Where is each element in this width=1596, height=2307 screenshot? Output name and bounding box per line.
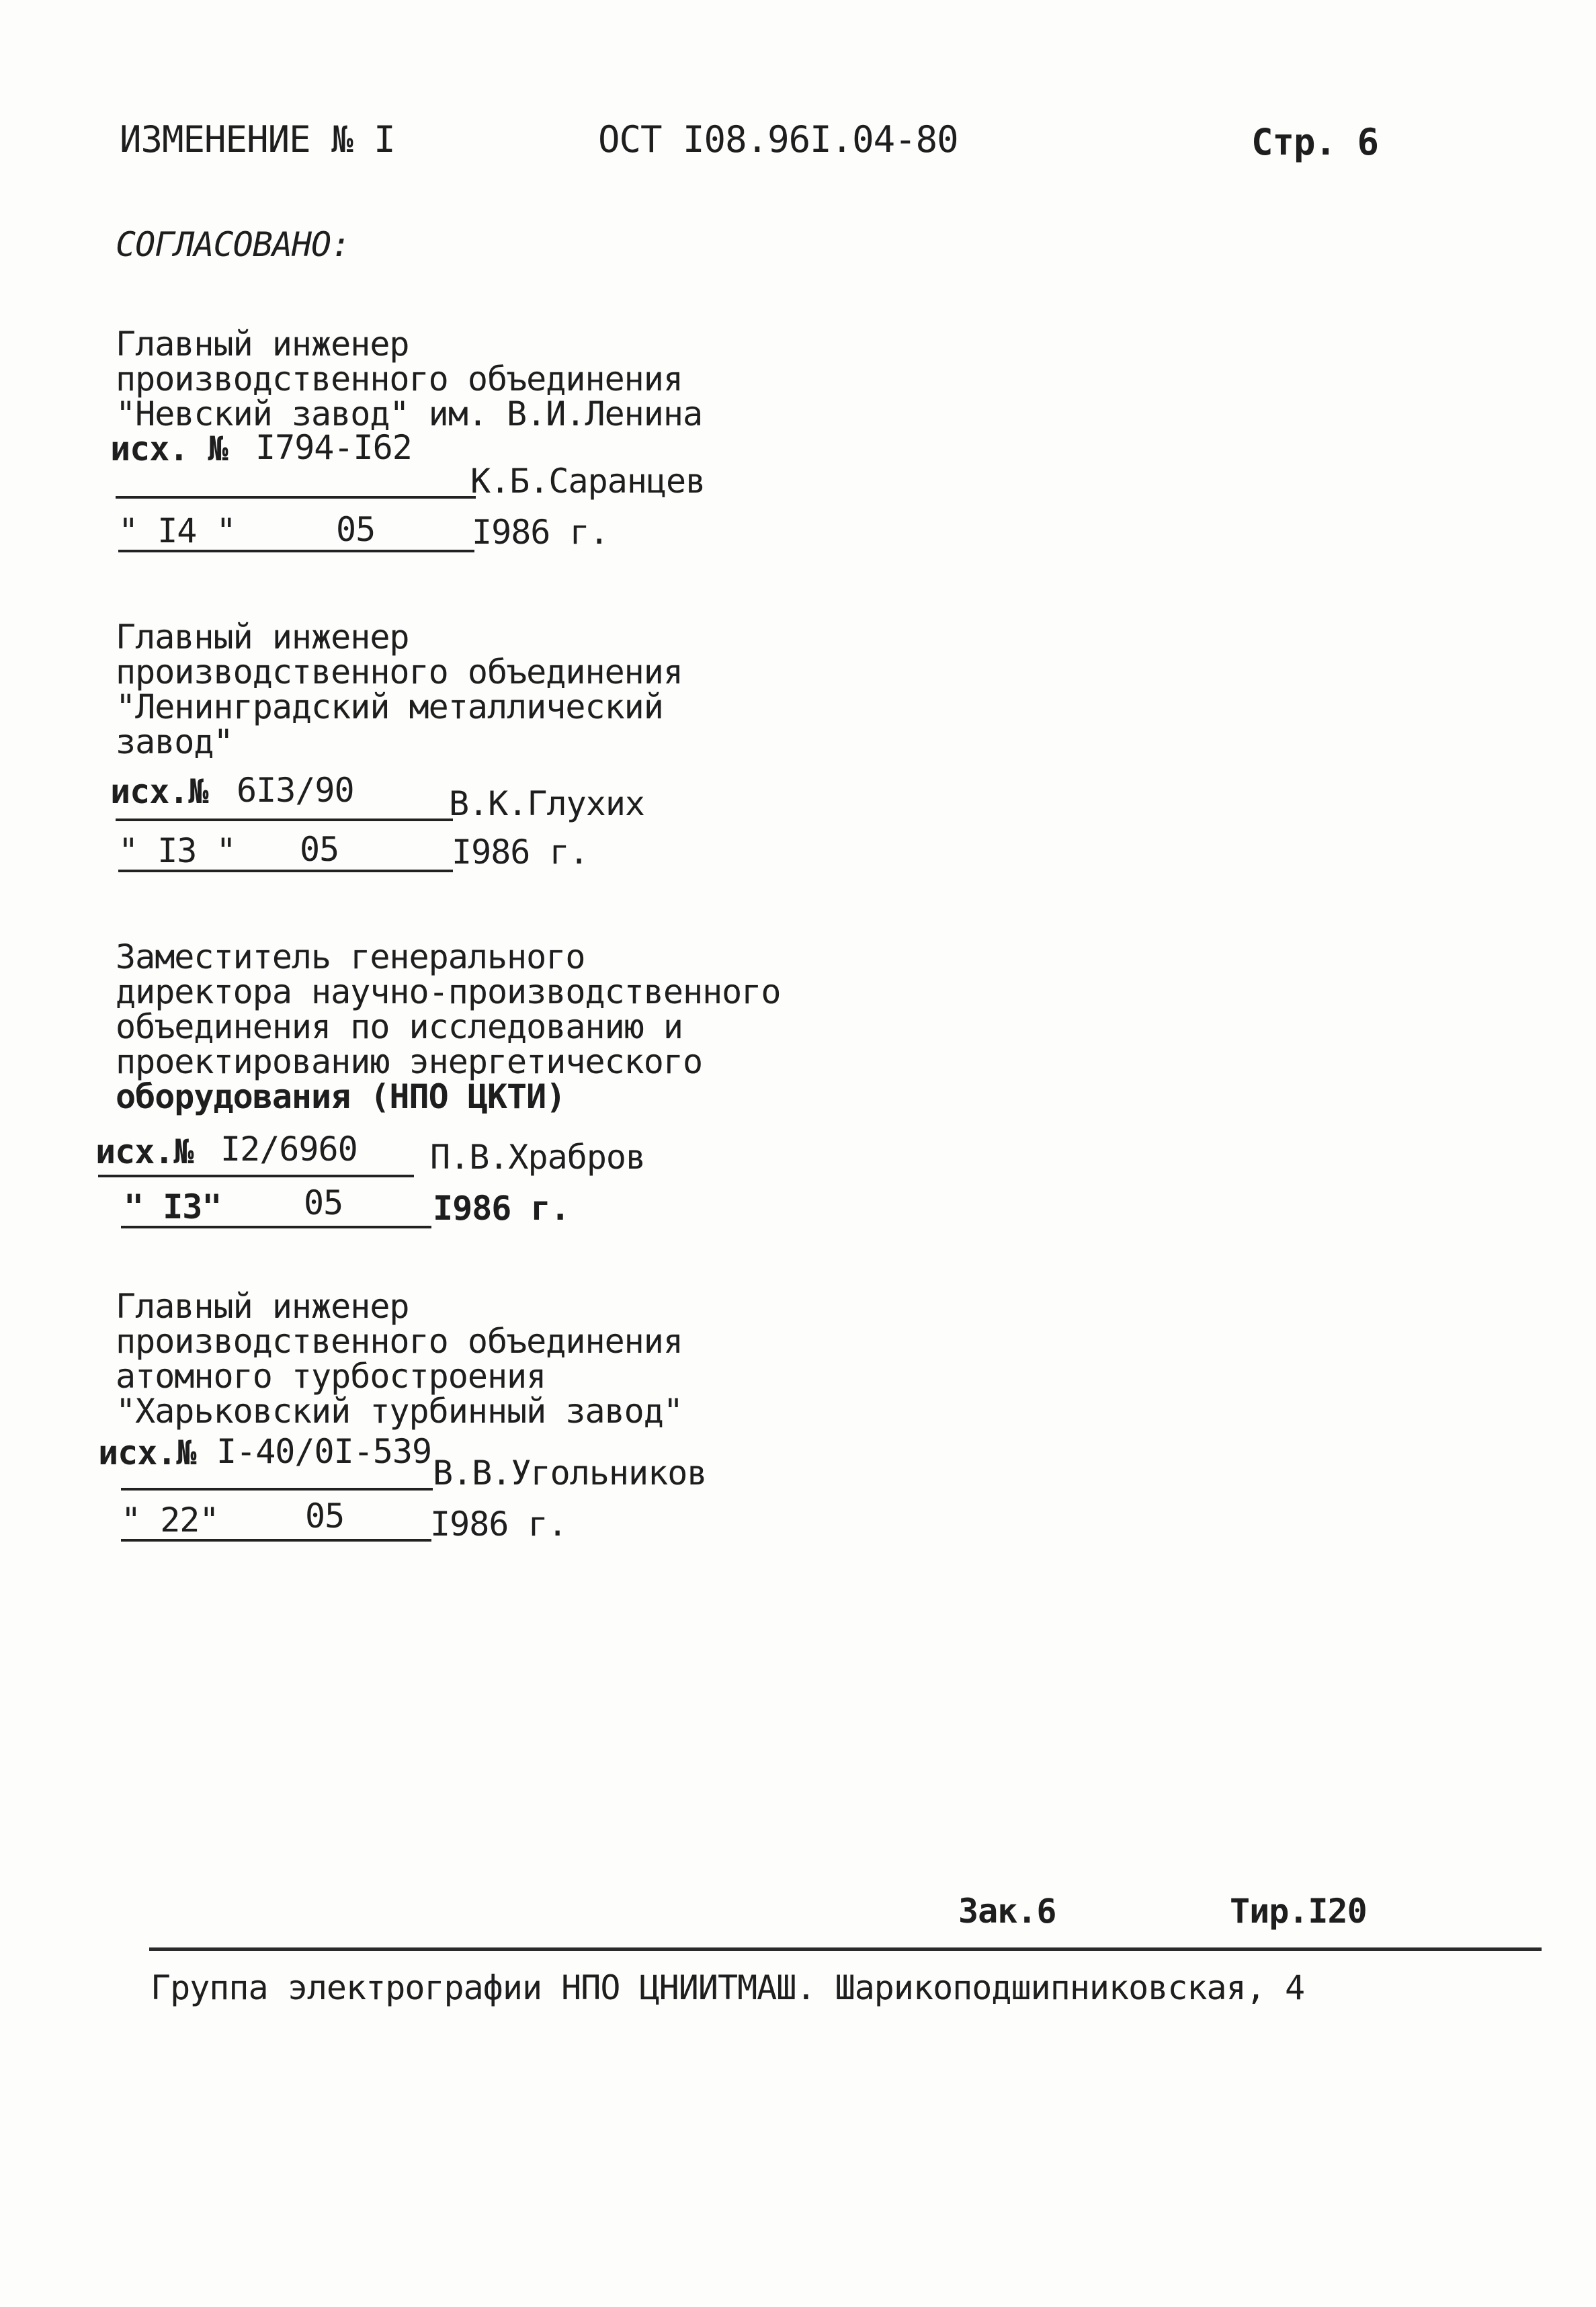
block3-title-line5: оборудования (НПО ЦКТИ) <box>116 1077 566 1116</box>
standard-number: ОСТ I08.96I.04-80 <box>598 118 958 161</box>
block1-title-line2: производственного объединения <box>116 360 683 399</box>
footer-rule <box>149 1947 1542 1951</box>
block1-date-day: " I4 " <box>118 511 236 550</box>
agreed-label: СОГЛАСОВАНО: <box>116 225 351 264</box>
block3-ref-number: I2/6960 <box>220 1130 358 1169</box>
block3-title-line1: Заместитель генерального <box>116 937 585 976</box>
block2-title-line1: Главный инженер <box>116 618 409 657</box>
block3-date-month: 05 <box>304 1183 343 1222</box>
block3-signature-line <box>98 1175 414 1177</box>
block4-title-line3: атомного турбостроения <box>116 1357 546 1396</box>
block4-date-year: I986 г. <box>430 1505 567 1544</box>
block1-signature-line <box>116 496 476 499</box>
block4-title-line1: Главный инженер <box>116 1287 409 1326</box>
block4-ref-label: исх.№ <box>98 1433 196 1472</box>
block1-title-line1: Главный инженер <box>116 325 409 364</box>
block2-title-line2: производственного объединения <box>116 653 683 691</box>
block2-date-line <box>118 870 453 872</box>
block1-date-line <box>118 550 474 552</box>
block2-signature-line <box>116 819 453 821</box>
block4-title-line4: "Харьковский турбинный завод" <box>116 1392 683 1431</box>
block1-title-line3: "Невский завод" им. В.И.Ленина <box>116 394 703 433</box>
printer-imprint: Группа электрографии НПО ЦНИИТМАШ. Шарикоподшипниковская, 4 <box>151 1968 1305 2007</box>
block3-title-line2: директора научно-производственного <box>116 972 781 1011</box>
block4-signature-line <box>121 1488 433 1491</box>
block1-date-year: I986 г. <box>472 513 609 552</box>
block2-date-month: 05 <box>300 830 339 869</box>
block3-ref-label: исх.№ <box>95 1132 194 1171</box>
block2-title-line4: завод" <box>116 722 233 761</box>
block1-ref-number: I794-I62 <box>255 428 412 467</box>
block3-date-year: I986 г. <box>433 1189 570 1228</box>
order-number: Зак.6 <box>958 1892 1056 1931</box>
page-number: Стр. 6 <box>1251 121 1379 163</box>
change-number: ИЗМЕНЕНИЕ № I <box>120 118 395 161</box>
block3-signatory: П.В.Храбров <box>430 1138 646 1177</box>
block2-ref-label: исх.№ <box>110 772 208 811</box>
print-run: Тир.I20 <box>1230 1892 1367 1931</box>
block2-date-day: " I3 " <box>118 831 236 870</box>
block4-title-line2: производственного объединения <box>116 1322 683 1361</box>
block3-date-line <box>121 1226 431 1228</box>
block2-date-year: I986 г. <box>452 833 589 872</box>
block4-date-line <box>121 1539 431 1542</box>
block4-date-month: 05 <box>305 1497 345 1536</box>
block2-signatory: В.К.Глухих <box>449 784 645 823</box>
block1-date-month: 05 <box>336 510 376 549</box>
block3-date-day: " I3" <box>124 1187 222 1226</box>
block3-title-line3: объединения по исследованию и <box>116 1007 683 1046</box>
block4-date-day: " 22" <box>121 1501 219 1540</box>
block4-ref-number: I-40/0I-539 <box>216 1432 432 1471</box>
block4-signatory: В.В.Угольников <box>433 1454 707 1493</box>
block3-title-line4: проектированию энергетического <box>116 1042 703 1081</box>
block1-ref-label: исх. № <box>110 429 228 468</box>
block2-ref-number: 6I3/90 <box>237 771 354 810</box>
block2-title-line3: "Ленинградский металлический <box>116 687 663 726</box>
block1-signatory: К.Б.Саранцев <box>470 462 706 501</box>
